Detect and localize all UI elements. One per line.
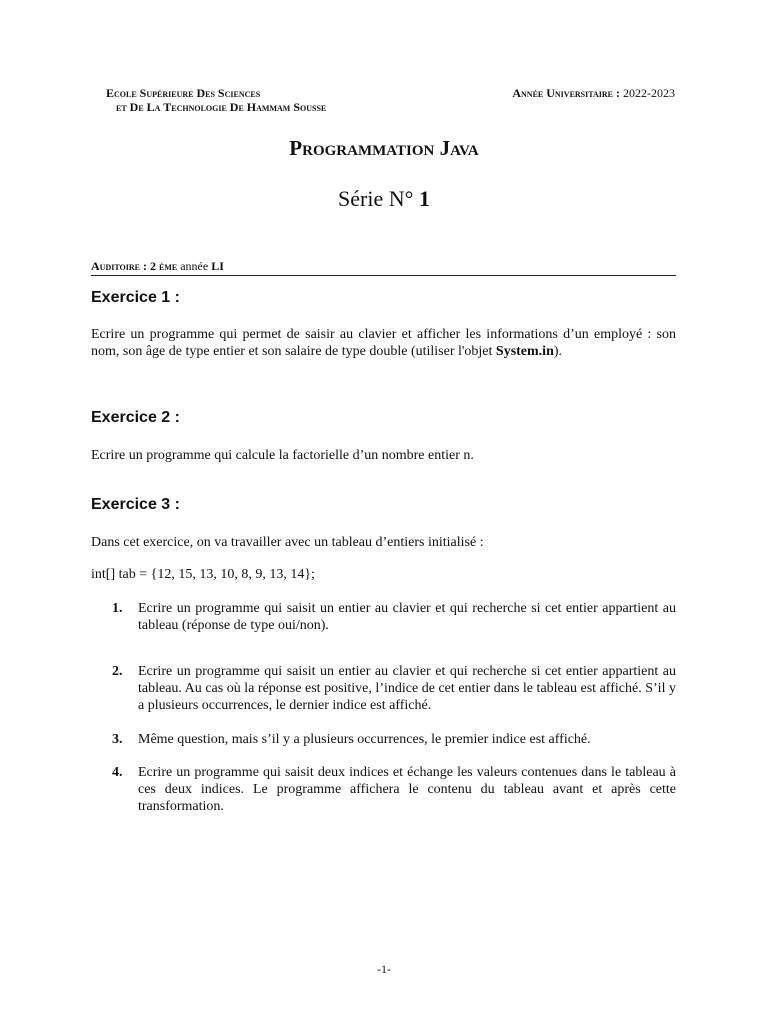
item-number: 3. [112,732,123,747]
academic-year [512,86,675,100]
serie-label: Série N° [338,186,414,211]
year-value: 2022-2023 [623,86,675,100]
exercise-1-text-before: Ecrire un programme qui permet de saisir au clavier et afficher les informations d’un employé : son nom, son âge de type entier et son salaire de type double (utiliser l'objet [91,327,676,359]
item-text: Même question, mais s’il y a plusieurs occurrences, le premier indice est affiché. [138,732,591,747]
item-number: 2. [112,664,123,679]
auditoire-line [91,259,224,274]
serie-heading [0,186,768,212]
auditoire-value-2: LI [211,259,224,273]
exercise-2-text: Ecrire un programme qui calcule la factorielle d’un nombre entier n. [91,448,474,463]
item-number: 4. [112,765,123,780]
exercise-3-item-4 [112,764,676,815]
header-divider [91,275,676,276]
exercise-3-item-1 [112,600,676,634]
exercise-3-item-3 [112,731,676,748]
page-number: -1- [377,962,391,976]
exercise-1-text-bold: System.in [495,344,554,359]
exercise-2-title: Exercice 2 : [91,409,180,426]
auditoire-value: année [180,259,209,273]
item-number: 1. [112,601,123,616]
exercise-1-text [91,326,676,360]
year-label: Année Universitaire : [512,86,620,100]
school-line-1: Ecole Supérieure Des Sciences [106,86,261,100]
school-line-2: et De La Technologie De Hammam Sousse [116,100,327,114]
item-text: Ecrire un programme qui saisit deux indices et échange les valeurs contenues dans le tableau à ces deux indices. Le programme affichera le contenu du tableau avant et après cette transformation. [138,765,676,814]
exercise-3-code: int[] tab = {12, 15, 13, 10, 8, 9, 13, 14}; [91,567,315,582]
document-title: Programmation Java [289,136,479,160]
serie-number: 1 [418,186,430,211]
auditoire-label: Auditoire : 2 ème [91,259,178,273]
exercise-1-text-after: ). [553,344,563,359]
exercise-1-title: Exercice 1 : [91,289,180,306]
exercise-3-intro: Dans cet exercice, on va travailler avec un tableau d’entiers initialisé : [91,535,484,550]
exercise-3-item-2 [112,663,676,714]
exercise-3-title: Exercice 3 : [91,496,180,513]
item-text: Ecrire un programme qui saisit un entier au clavier et qui recherche si cet entier appartient au tableau. Au cas où la réponse est positive, l’indice de cet entier dans le tableau est affiché. S’il y a plusieurs occurrences, le dernier indice est affiché. [138,664,676,713]
item-text: Ecrire un programme qui saisit un entier au clavier et qui recherche si cet entier appartient au tableau (réponse de type oui/non). [138,601,676,633]
school-name [106,86,326,114]
